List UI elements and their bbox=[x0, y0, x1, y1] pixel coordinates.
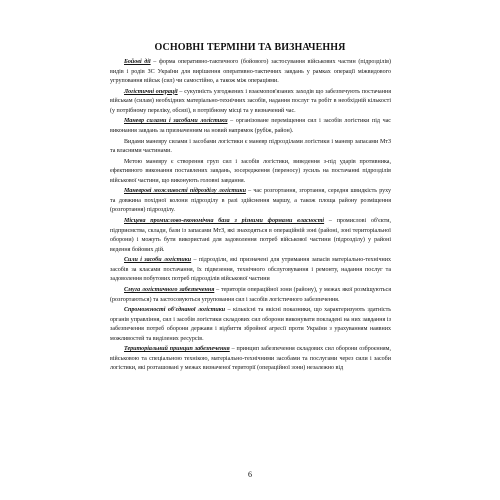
paragraph bbox=[110, 345, 391, 374]
term-heading: Логістичні операції bbox=[124, 88, 178, 95]
paragraph-text: – промислові об'єкти, підприємства, склади, бази із запасами МтЗ, які знаходяться в операційній зоні (районі, зоні територіальної оборони) і можуть бути використані для задоволення потреб військової частини (підрозділу) у районі ведення бойових дій. bbox=[110, 218, 391, 253]
page-number: 6 bbox=[248, 470, 252, 479]
paragraph-text: – кількісні та якісні показники, що характеризують здатність органів управління, сил і засобів логістики складових сил оборони виконувати покладені на них завдання із забезпечення потреб оборони держави і відбиття збройної агресії проти України з урахуванням наявних можливостей та виділених ресурсів. bbox=[110, 307, 391, 342]
paragraph bbox=[110, 187, 391, 216]
term-heading: Спроможності об'єднаної логістики bbox=[124, 307, 226, 314]
term-heading: Маневр силами і засобами логістики bbox=[124, 118, 228, 125]
paragraph-text: Видами маневру силами і засобами логістики є маневр підрозділами логістики і маневр запасами МтЗ та власними частинами. bbox=[110, 138, 391, 155]
paragraph-text: – форма оперативно-тактичного (бойового) застосування військових частин (підрозділів) видів і родів ЗС України для вирішення оперативно-тактичних завдань у рамках операції міжвидового угруповання військ (сил) чи самостійно, а також між операціями. bbox=[110, 59, 391, 85]
paragraph-text: – час розгортання, згортання, середня швидкість руху та довжина похідної колони підрозділу в разі здійснення маршу, а також площа району розміщення (розгортання) підрозділу. bbox=[110, 188, 391, 214]
paragraph bbox=[110, 58, 391, 87]
paragraph bbox=[110, 256, 391, 285]
paragraph-text: – організоване переміщення сил і засобів логістики під час виконання завдань за призначенням на новий напрямок (рубіж, район). bbox=[110, 118, 391, 134]
page-title: ОСНОВНІ ТЕРМІНИ ТА ВИЗНАЧЕННЯ bbox=[154, 42, 346, 53]
term-heading: Місцева промислово-економічна база з різними формами власності bbox=[124, 218, 325, 225]
document-body bbox=[110, 58, 391, 374]
paragraph-text: Метою маневру є створення груп сил і засобів логістики, виведення з-під ударів противника, ефективного виконання поставлених завдань, зосередження (переносу) зусиль на постачанні підрозділів військової частини, що виконують головні завдання. bbox=[110, 158, 391, 184]
paragraph bbox=[110, 158, 391, 187]
term-heading: Маневрові можливості підрозділу логістики bbox=[124, 188, 246, 195]
paragraph bbox=[110, 88, 391, 117]
term-heading: Смуга логістичного забезпечення bbox=[124, 286, 215, 293]
paragraph bbox=[110, 306, 391, 344]
paragraph-text: – підрозділи, які призначені для утримання запасів матеріально-технічних засобів за класами постачання, їх підвезення, технічного обслуговування і ремонту, надання послуг та задоволення побутових потреб підрозділів військової частини bbox=[110, 257, 391, 283]
term-heading: Бойові дії bbox=[124, 59, 151, 65]
paragraph bbox=[110, 286, 391, 305]
paragraph bbox=[110, 138, 391, 157]
paragraph-text: – принцип забезпечення складових сил оборони озброєнням, військовою та спеціальною технікою, матеріально-технічними засобами та послугами через сили і засоби логістики, які розташовані у межах визначеної території (операційної зони) незалежно від bbox=[110, 346, 391, 372]
paragraph bbox=[110, 117, 391, 136]
paragraph-text: – сукупність узгоджених і взаємопов'язаних заходів що забезпечують постачання військам (силам) необхідних матеріально-технічних засобів, надання послуг та робіт в необхідній кількості (у потрібному переліку, обсязі), в потрібному місці та у визначений час. bbox=[110, 88, 391, 114]
paragraph-text: – територія операційної зони (району), у межах якої розміщуються (розгортаються) та застосовуються угруповання сил і засобів логістичного забезпечення. bbox=[110, 286, 391, 303]
term-heading: Територіальний принцип забезпечення bbox=[124, 346, 230, 353]
paragraph bbox=[110, 217, 391, 255]
term-heading: Сили і засоби логістики bbox=[124, 257, 192, 264]
